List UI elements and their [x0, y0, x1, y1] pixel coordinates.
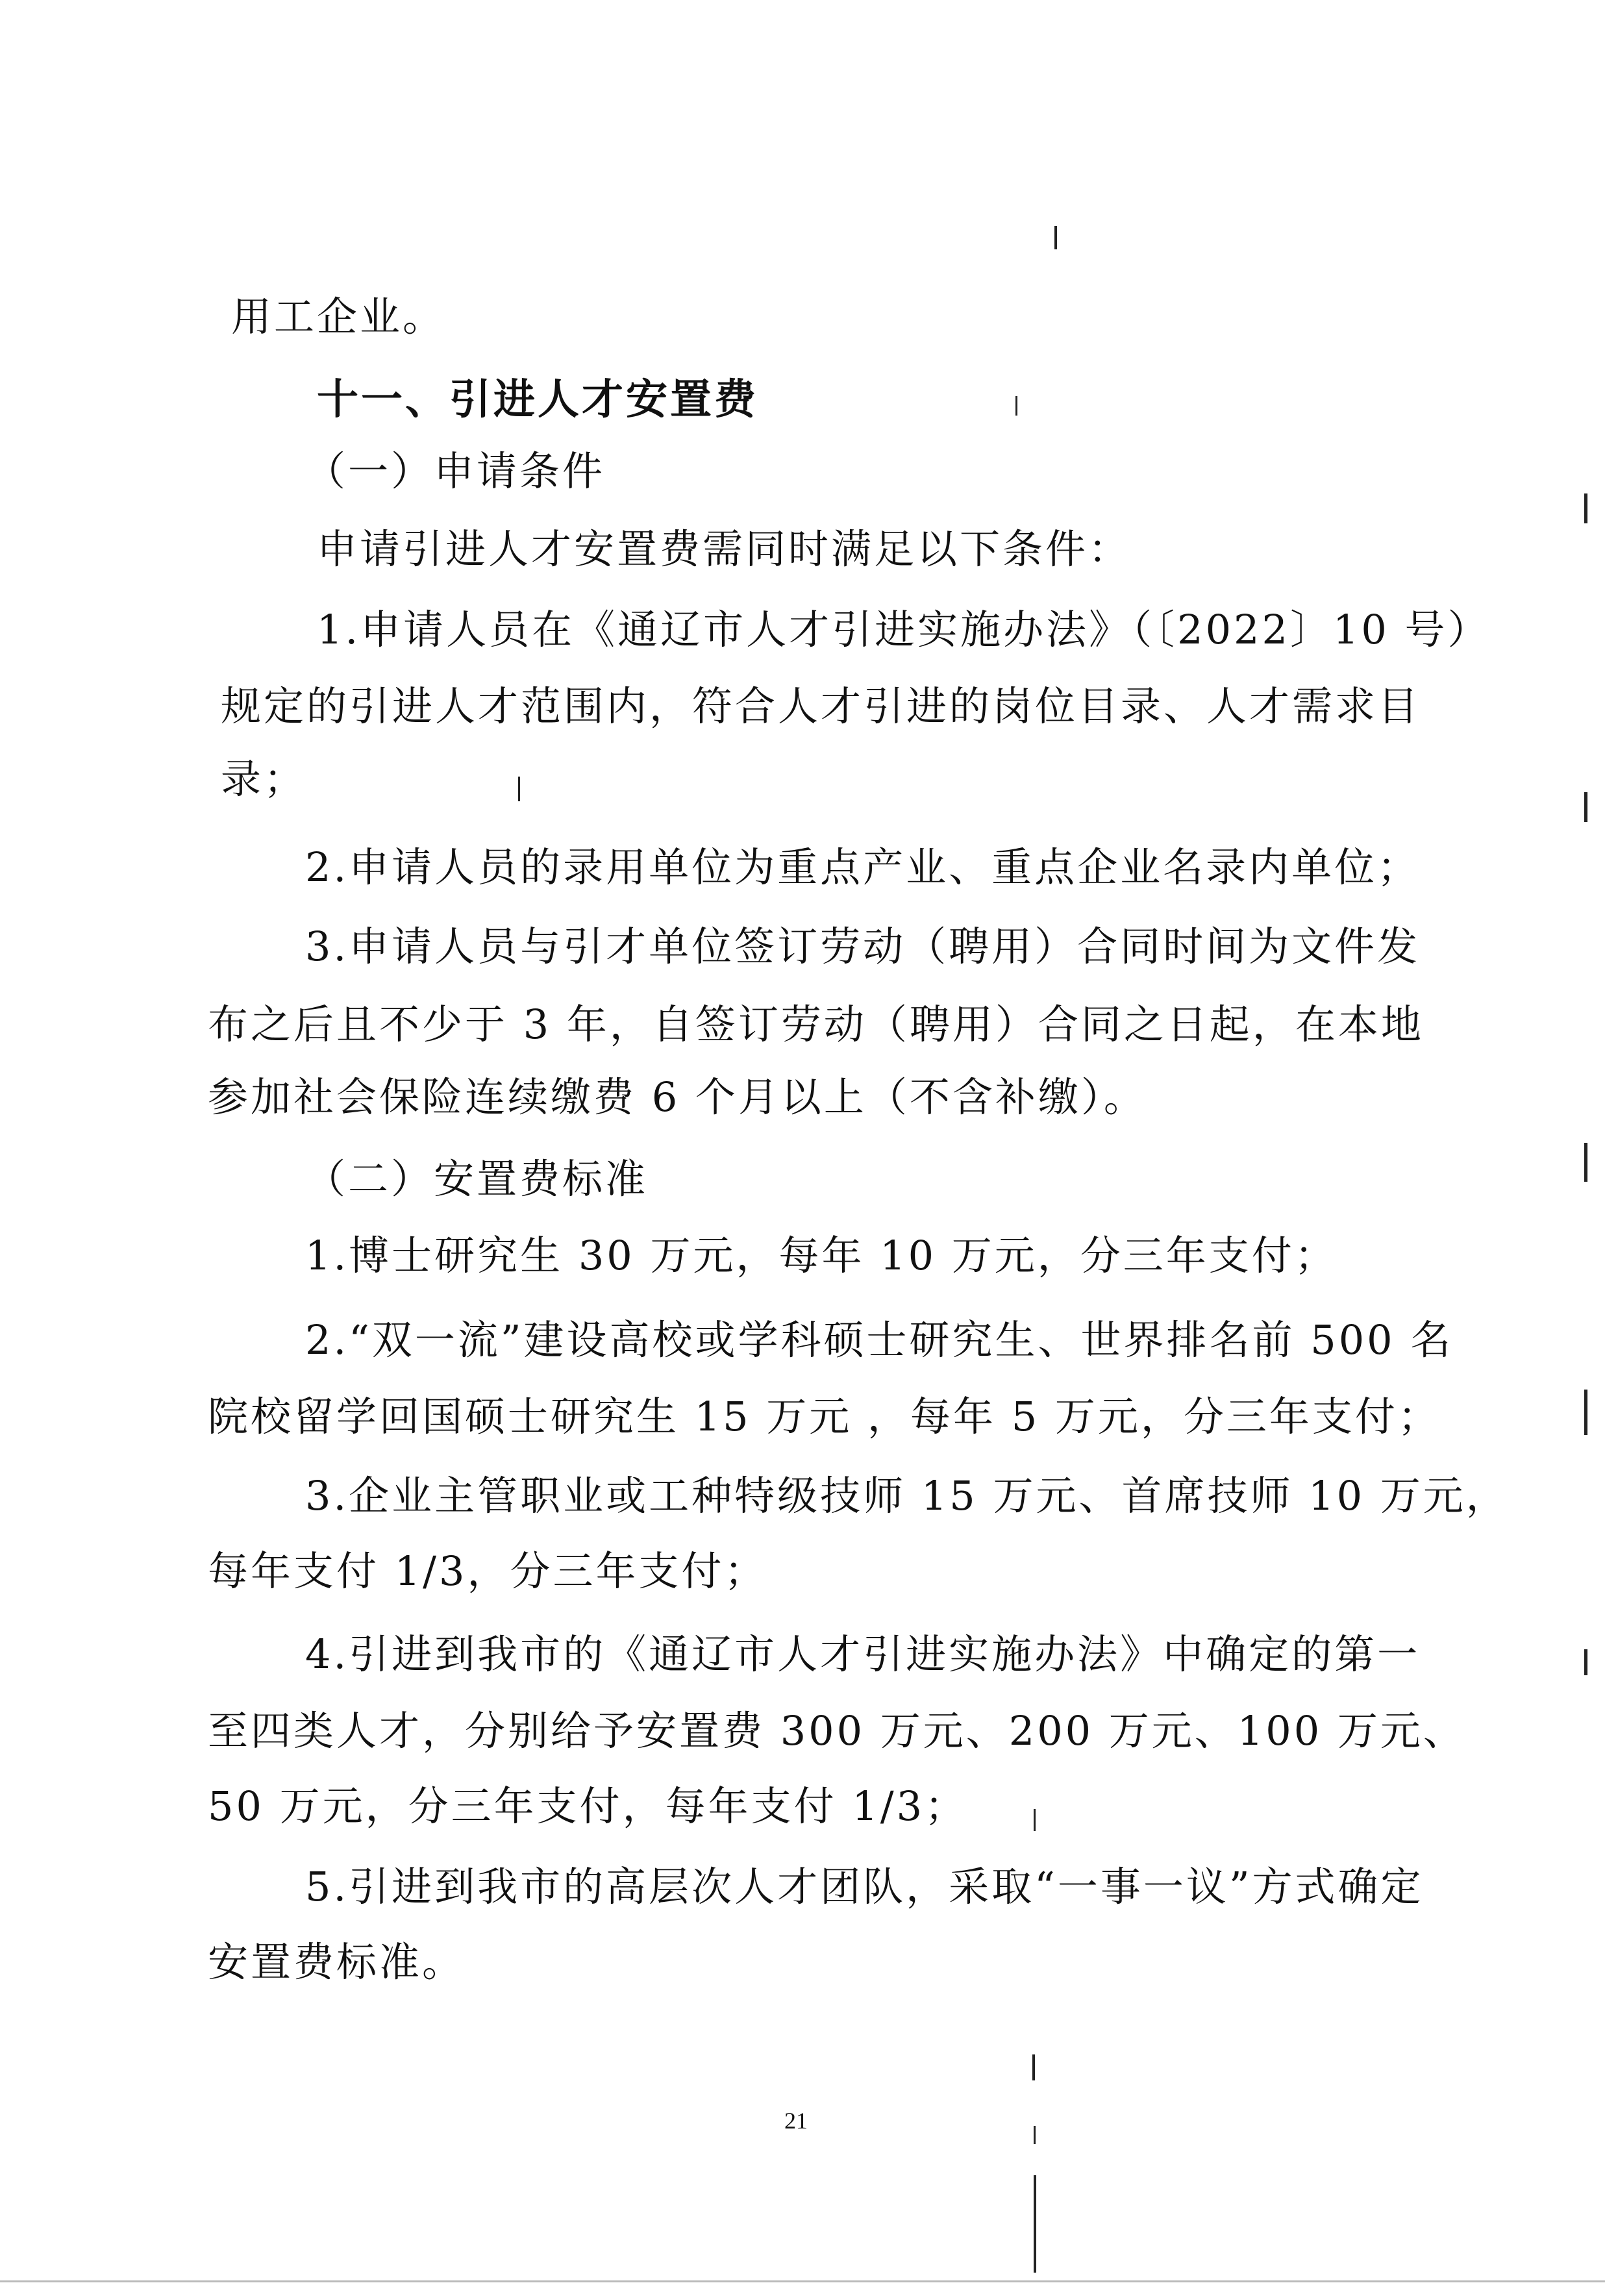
- paragraph-line: 每年支付 1/3，分三年支付；: [208, 1547, 767, 1595]
- paragraph-line: 申请引进人才安置费需同时满足以下条件：: [317, 525, 1132, 573]
- paragraph-line: 50 万元，分三年支付，每年支付 1/3；: [208, 1782, 968, 1830]
- scan-artifact: [1584, 1649, 1587, 1675]
- subsection-heading-conditions: （一）申请条件: [305, 447, 606, 495]
- scan-artifact: [1584, 1390, 1587, 1435]
- paragraph-line: 参加社会保险连续缴费 6 个月以上（不含补缴）。: [208, 1073, 1147, 1121]
- scan-artifact: [1584, 493, 1587, 523]
- scan-artifact: [1034, 1809, 1036, 1831]
- scan-artifact: [1015, 396, 1017, 416]
- paragraph-line: 至四类人才，分别给予安置费 300 万元、200 万元、100 万元、: [208, 1707, 1466, 1754]
- paragraph-line: 1.博士研究生 30 万元，每年 10 万元，分三年支付；: [305, 1232, 1338, 1279]
- paragraph-line: 2.“双一流”建设高校或学科硕士研究生、世界排名前 500 名: [305, 1316, 1454, 1364]
- scan-artifact: [518, 777, 520, 801]
- paragraph-line: 院校留学回国硕士研究生 15 万元 ，每年 5 万元，分三年支付；: [208, 1393, 1441, 1440]
- scan-artifact: [1032, 2054, 1035, 2080]
- scan-edge: [0, 2280, 1605, 2282]
- scan-artifact: [1584, 792, 1587, 822]
- text-line-continuation: 用工企业。: [231, 293, 446, 340]
- scan-artifact: [1034, 2126, 1036, 2144]
- scan-artifact: [1034, 2175, 1036, 2273]
- paragraph-line: 3.申请人员与引才单位签订劳动（聘用）合同时间为文件发: [305, 923, 1421, 970]
- paragraph-line: 安置费标准。: [208, 1938, 466, 1986]
- paragraph-line: 1.申请人员在《通辽市人才引进实施办法》（〔2022〕10 号）: [317, 606, 1491, 653]
- subsection-heading-standards: （二）安置费标准: [305, 1155, 649, 1203]
- scan-artifact: [1584, 1143, 1587, 1182]
- paragraph-line: 4.引进到我市的《通辽市人才引进实施办法》中确定的第一: [305, 1630, 1421, 1678]
- scan-artifact: [1054, 226, 1057, 249]
- paragraph-line: 规定的引进人才范围内，符合人才引进的岗位目录、人才需求目: [221, 682, 1421, 730]
- paragraph-line: 布之后且不少于 3 年，自签订劳动（聘用）合同之日起，在本地: [208, 1001, 1424, 1048]
- paragraph-line: 3.企业主管职业或工种特级技师 15 万元、首席技师 10 万元，: [305, 1472, 1509, 1519]
- paragraph-line: 录；: [221, 755, 307, 803]
- paragraph-line: 2.申请人员的录用单位为重点产业、重点企业名录内单位；: [305, 843, 1421, 891]
- section-heading: 十一、引进人才安置费: [317, 376, 758, 424]
- page-number: 21: [784, 2108, 808, 2134]
- paragraph-line: 5.引进到我市的高层次人才团队，采取“一事一议”方式确定: [305, 1863, 1424, 1910]
